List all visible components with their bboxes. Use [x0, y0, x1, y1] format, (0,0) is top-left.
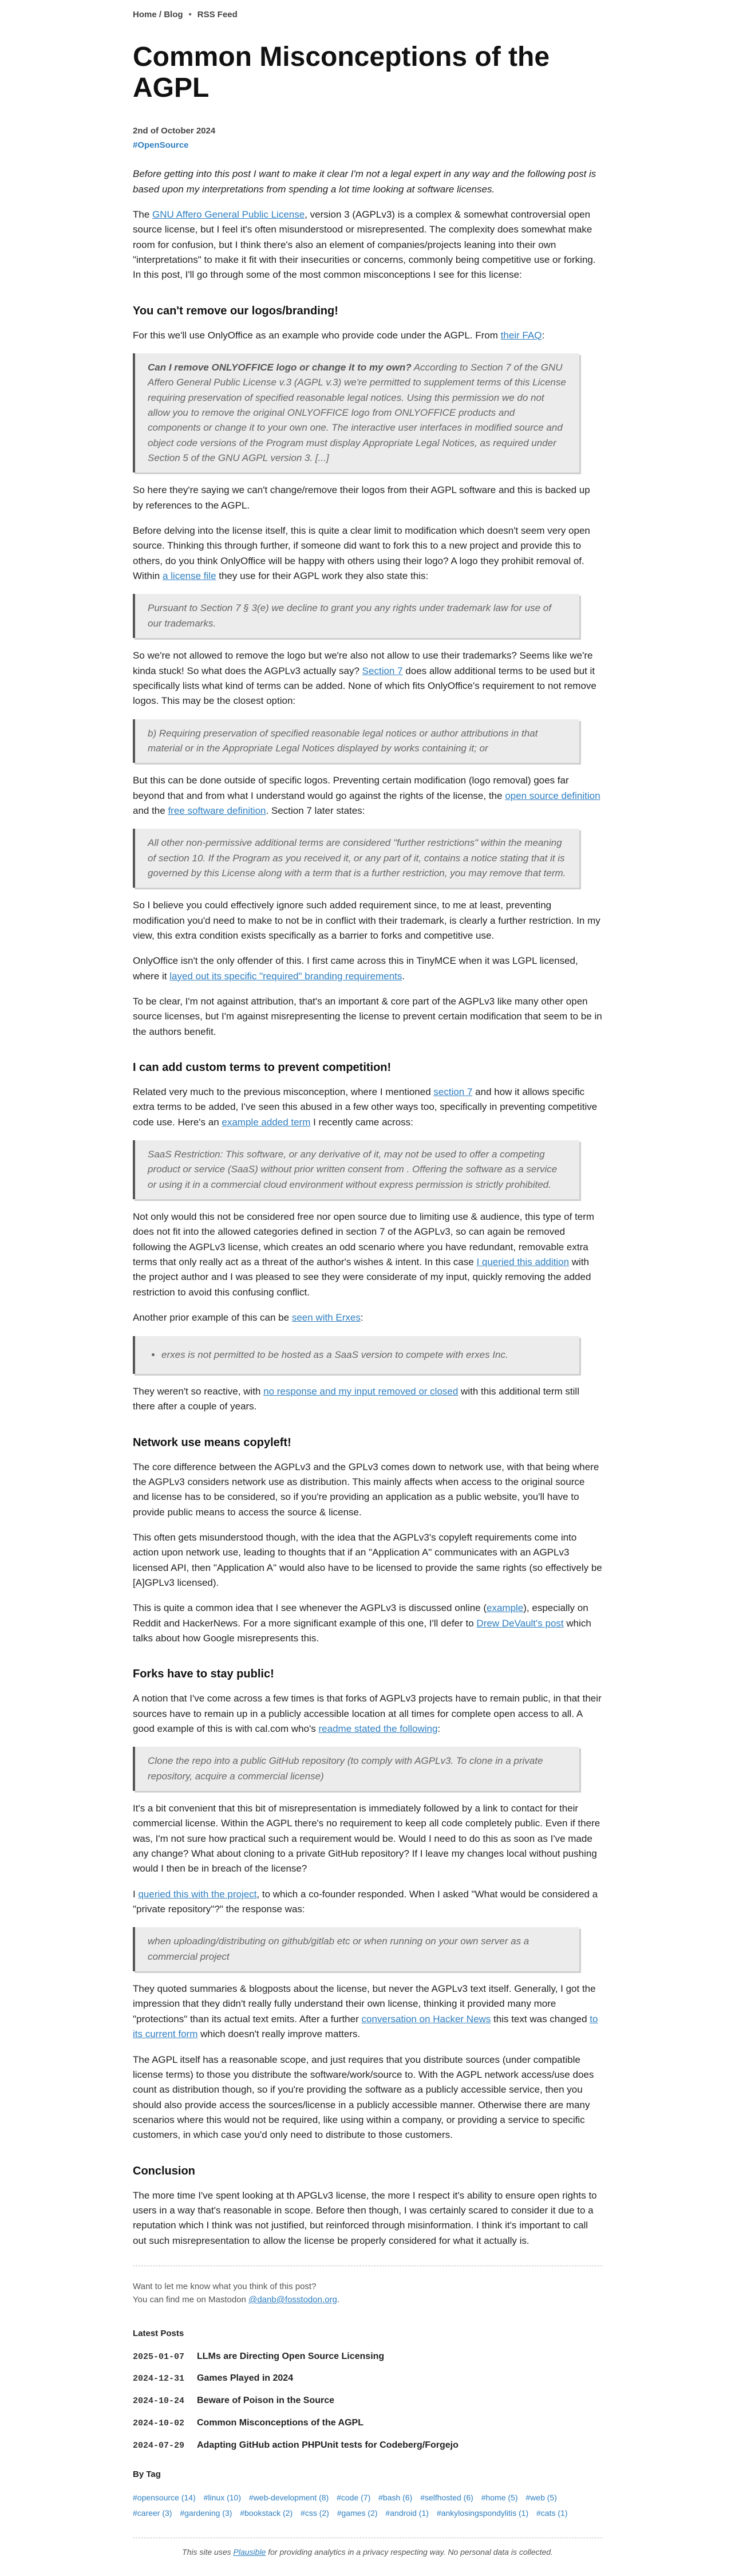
- list-item: [133, 2372, 602, 2386]
- post-date: 2024-12-31: [133, 2374, 185, 2384]
- nav-home-link[interactable]: Home: [133, 10, 157, 19]
- nav-separator: •: [188, 10, 192, 19]
- paragraph: The more time I've spent looking at th APGLv3 license, the more I respect it's ability to ensure open rights to users in a way that's reasonable in scope. Before then though, I was certainly scared to consider it due to a reputation which I think was not justified, but reinforced through misinformation. I think it's important to call out such misrepresentation to allow the license be properly considered for what it actually is.: [133, 2189, 597, 2246]
- readme-link[interactable]: readme stated the following: [318, 1723, 438, 1734]
- paragraph: So I believe you could effectively ignore such added requirement since, to me at least, preventing modification you'd need to make to not be in conflict with their trademark, is clearly a further restriction. In my view, this extra condition exists specifically as a barrier to forks and competitive use.: [133, 900, 600, 941]
- section-heading-forks: Forks have to stay public!: [133, 1668, 274, 1681]
- nav-rss-link[interactable]: RSS Feed: [197, 10, 238, 19]
- paragraph: OnlyOffice isn't the only offender of this. I first came across this in TinyMCE when it was LGPL licensed, where it layed out its specific "required" branding requirements.: [133, 955, 578, 982]
- list-item: [133, 2439, 602, 2453]
- tag-link[interactable]: #linux (10): [203, 2492, 242, 2502]
- list-item: • erxes is not permitted to be hosted as a SaaS version to compete with erxes Inc.: [161, 1348, 567, 1362]
- latest-posts-list: [133, 2350, 602, 2453]
- tag-link[interactable]: #bookstack (2): [240, 2508, 293, 2518]
- paragraph: This is quite a common idea that I see whenever the AGPLv3 is discussed online (example), especially on Reddit and HackerNews. For a more significant example of this one, I'll defer to Drew DeVault's post which talks about how Google misrepresents this.: [133, 1602, 591, 1644]
- mastodon-link[interactable]: @danb@fosstodon.org: [248, 2295, 337, 2305]
- tag-list: [133, 2490, 602, 2520]
- plausible-link[interactable]: Plausible: [233, 2547, 266, 2557]
- paragraph: The GNU Affero General Public License, version 3 (AGPLv3) is a complex & somewhat controversial open source license, but I feel it's often misunderstood or misrepresented. The complexity does somewhat make room for confusion, but I think there's also an element of companies/projects leaning into their own "interpretations" to make it fit with their insecurities or concerns, commonly being competitive use or forking. In this post, I'll go through some of the most common misconceptions I see for this license:: [133, 208, 596, 281]
- post-link[interactable]: LLMs are Directing Open Source Licensing: [197, 2351, 385, 2361]
- queried-addition-link[interactable]: I queried this addition: [476, 1257, 570, 1268]
- section-heading-custom-terms: I can add custom terms to prevent competition!: [133, 1061, 392, 1074]
- quote-onlyoffice-faq: Can I remove ONLYOFFICE logo or change it to my own? According to Section 7 of the GNU Affero General Public License v.3 (AGPL v.3) we're permitted to supplement terms of this License requiring preservation of specified reasonable legal notices. Using this permission we do not allow you to remove the original ONLYOFFICE logo from ONLYOFFICE products and components or change it to your own one. The interactive user interfaces in modified source and object code versions of the Program must display Appropriate Legal Notices, as required under Section 5 of the GNU AGPL version 3. [...]: [133, 353, 579, 472]
- list-item: [133, 2416, 602, 2431]
- post-link[interactable]: Beware of Poison in the Source: [197, 2396, 335, 2406]
- tinymce-branding-link[interactable]: layed out its specific "required" branding requirements: [169, 970, 402, 982]
- post-date: 2nd of October 2024: [133, 125, 216, 136]
- list-item: [133, 2350, 602, 2364]
- tag-link[interactable]: #bash (6): [378, 2492, 413, 2502]
- post-link[interactable]: Games Played in 2024: [197, 2373, 294, 2384]
- example-term-link[interactable]: example added term: [222, 1116, 311, 1128]
- osd-link[interactable]: open source definition: [505, 790, 600, 801]
- paragraph: Another prior example of this can be seen with Erxes:: [133, 1312, 363, 1324]
- post-title: Common Misconceptions of the AGPL: [133, 42, 550, 103]
- outro-line: You can find me on Mastodon @danb@fosstodon.org.: [133, 2295, 339, 2305]
- paragraph: The AGPL itself has a reasonable scope, and just requires that you distribute sources (under compatible license terms) to those you distribute the software/work/source to. With the AGPL network access/use does count as distribution though, so if you're providing the software as a publicly accessible service, then you should also provide access the sources/license in a publicly accessible manner. Otherwise there are many scenarios where this would not be required, like using within a company, or providing a service to specific customers, in which case you'd only need to distribute to those customers.: [133, 2054, 594, 2141]
- tag-link[interactable]: #career (3): [133, 2508, 172, 2518]
- paragraph: Before delving into the license itself, this is quite a clear limit to modification which doesn't seem very open source. Thinking this through further, if someone did want to fork this to a new project and provide this to others, do you think OnlyOffice will be happy with others using their logo? A logo they prohibit removal of. Within a license file they use for their AGPL work they also state this:: [133, 525, 590, 582]
- paragraph: This often gets misunderstood though, with the idea that the AGPLv3's copyleft requirements come into action upon network use, leading to thoughts that if an "Application A" communicates with an AGPLv3 licensed API, then "Application A" would also have to be licensed to provide the same rights (so effectively be [A]GPLv3 licensed).: [133, 1531, 602, 1588]
- post-tag-link[interactable]: #OpenSource: [133, 140, 189, 150]
- paragraph: They quoted summaries & blogposts about the license, but never the AGPLv3 text itself. Generally, I got the impression that they didn't really fully understand their own license, thinking it provided many more "protections" than its actual text emits. After a further conversation on Hacker News this text was changed to its current form which doesn't really improve matters.: [133, 1983, 598, 2040]
- paragraph: Not only would this not be considered free nor open source due to limiting use & audience, this type of term does not fit into the allowed categories defined in section 7 of the AGPLv3, so can again be removed following the AGPLv3 license, which creates an odd scenario where you have redundant, removable extra terms that only really act as a threat of the author's wishes & intent. In this case I queried this addition with the project author and I was pleased to see they were considerate of my input, quickly removing the added restriction to avoid this confusing conflict.: [133, 1211, 595, 1298]
- post-link[interactable]: Adapting GitHub action PHPUnit tests for Codeberg/Forgejo: [197, 2440, 459, 2450]
- quote-saas-restriction: SaaS Restriction: This software, or any derivative of it, may not be used to offer a competing product or service (SaaS) without prior written consent from . Offering the software as a service or using it in a commercial cloud environment without express permission is strictly prohibited.: [133, 1140, 579, 1199]
- no-response-link[interactable]: no response and my input removed or closed: [263, 1385, 459, 1397]
- tags-heading: By Tag: [133, 2469, 161, 2479]
- tag-link[interactable]: #home (5): [481, 2492, 518, 2502]
- fsd-link[interactable]: free software definition: [168, 805, 266, 816]
- outro-line: Want to let me know what you think of this post?: [133, 2281, 317, 2291]
- top-nav: Home / Blog • RSS Feed: [133, 10, 238, 19]
- quote-further-restrictions: All other non-permissive additional terms are considered "further restrictions" within the meaning of section 10. If the Program as you received it, or any part of it, contains a notice stating that it is governed by this License along with a term that is a further restriction, you may remove that term.: [133, 829, 579, 888]
- paragraph: So here they're saying we can't change/remove their logos from their AGPL software and this is backed up by references to the AGPL.: [133, 485, 590, 511]
- devault-post-link[interactable]: Drew DeVault's post: [476, 1617, 564, 1629]
- hacker-news-link[interactable]: conversation on Hacker News: [361, 2013, 491, 2024]
- quote-cofounder-response: when uploading/distributing on github/gitlab etc or when running on your own server as a commercial project: [133, 1927, 579, 1971]
- tag-link[interactable]: #cats (1): [536, 2508, 568, 2518]
- section-heading-conclusion: Conclusion: [133, 2164, 195, 2177]
- intro-disclaimer: Before getting into this post I want to make it clear I'm not a legal expert in any way and the following post is based upon my interpretations from spending a lot time looking at software licenses.: [133, 168, 596, 195]
- paragraph: So we're not allowed to remove the logo but we're also not allow to use their trademarks? Seems like we're kinda stuck! So what does the AGPLv3 actually say? Section 7 does allow additional terms to be used but it specifically lists what kind of terms can be added. None of which fits OnlyOffice's requirement to not remove logos. This may be the closest option:: [133, 650, 596, 707]
- quote-calcom-readme: Clone the repo into a public GitHub repository (to comply with AGPLv3. To clone in a private repository, acquire a commercial license): [133, 1747, 579, 1791]
- tag-link[interactable]: #opensource (14): [133, 2492, 196, 2502]
- post-link[interactable]: Common Misconceptions of the AGPL: [197, 2418, 363, 2428]
- queried-project-link[interactable]: queried this with the project: [138, 1888, 257, 1900]
- quote-erxes: [133, 1336, 579, 1374]
- tag-link[interactable]: #code (7): [337, 2492, 371, 2502]
- latest-posts-heading: Latest Posts: [133, 2329, 184, 2339]
- tag-link[interactable]: #css (2): [301, 2508, 329, 2518]
- tag-link[interactable]: #games (2): [337, 2508, 378, 2518]
- tag-link[interactable]: #web (5): [525, 2492, 557, 2502]
- paragraph: For this we'll use OnlyOffice as an example who provide code under the AGPL. From their FAQ:: [133, 329, 545, 341]
- tag-link[interactable]: #android (1): [385, 2508, 429, 2518]
- erxes-link[interactable]: seen with Erxes: [291, 1312, 361, 1324]
- quote-section-7b: b) Requiring preservation of specified reasonable legal notices or author attributions in that material or in the Appropriate Legal Notices displayed by works containing it; or: [133, 719, 579, 763]
- faq-link[interactable]: their FAQ: [500, 329, 542, 341]
- tag-link[interactable]: #selfhosted (6): [420, 2492, 473, 2502]
- paragraph: Related very much to the previous misconception, where I mentioned section 7 and how it allows specific extra terms to be added, I've seen this abused in a few other ways too, specifically in preventing competitive code use. Here's an example added term I recently came across:: [133, 1086, 598, 1128]
- tag-link[interactable]: #web-development (8): [248, 2492, 329, 2502]
- list-item: [133, 2394, 602, 2408]
- page: [133, 0, 602, 2576]
- paragraph: To be clear, I'm not against attribution, that's an important & core part of the AGPLv3 like many other open source licenses, but I'm against misrepresenting the license to prevent certain modification that seem to be in the authors benefit.: [133, 996, 602, 1037]
- quote-trademark: Pursuant to Section 7 § 3(e) we decline to grant you any rights under trademark law for use of our trademarks.: [133, 594, 579, 638]
- post-date: 2024-10-02: [133, 2419, 185, 2429]
- paragraph: A notion that I've come across a few times is that forks of AGPLv3 projects have to remain public, in that their sources have to remain up in a publicly accessible location at all times for complete open access to all. A good example of this is with cal.com who's readme stated the following:: [133, 1693, 602, 1734]
- post-date: 2025-01-07: [133, 2352, 185, 2362]
- agpl-link[interactable]: GNU Affero General Public License: [152, 208, 305, 220]
- license-file-link[interactable]: a license file: [162, 570, 216, 582]
- nav-blog-link[interactable]: Blog: [164, 10, 183, 19]
- site-footer: This site uses Plausible for providing analytics in a privacy respecting way. No personal data is collected.: [133, 2538, 602, 2559]
- post-outro: [133, 2280, 602, 2307]
- tag-link[interactable]: #ankylosingspondylitis (1): [436, 2508, 529, 2518]
- section-heading-logos: You can't remove our logos/branding!: [133, 304, 338, 317]
- example-link[interactable]: example: [487, 1602, 524, 1614]
- post-date: 2024-10-24: [133, 2396, 185, 2406]
- section-heading-network: Network use means copyleft!: [133, 1436, 291, 1449]
- paragraph: I queried this with the project, to which a co-founder responded. When I asked "What would be considered a "private repository"?" the response was:: [133, 1888, 598, 1915]
- section-7-link[interactable]: Section 7: [362, 665, 403, 676]
- paragraph: They weren't so reactive, with no response and my input removed or closed with this additional term still there after a couple of years.: [133, 1385, 579, 1412]
- current-form-link[interactable]: to its current form: [133, 2013, 598, 2040]
- paragraph: But this can be done outside of specific logos. Preventing certain modification (logo removal) goes far beyond that and from what I understand would go against the rights of the license, the open source definition and the free software definition. Section 7 later states:: [133, 775, 600, 816]
- paragraph: The core difference between the AGPLv3 and the GPLv3 comes down to network use, with that being where the AGPLv3 considers network use as distribution. This mainly affects when access to the original source and license has to be considered, so if you're providing an application as a public website, you'll have to provide public means to access the source & license.: [133, 1461, 599, 1518]
- tag-link[interactable]: #gardening (3): [180, 2508, 232, 2518]
- post-date: 2024-07-29: [133, 2440, 185, 2451]
- paragraph: It's a bit convenient that this bit of misrepresentation is immediately followed by a link to contact for their commercial license. Within the AGPL there's no requirement to keep all code completely public. Even if there was, I'm not sure how practical such a requirement would be. Would I need to do this as soon as I've made any change? What about cloning to a private GitHub repository? If I leave my changes local without pushing would I then be in breach of the license?: [133, 1803, 600, 1874]
- section-7-link-2[interactable]: section 7: [433, 1086, 473, 1098]
